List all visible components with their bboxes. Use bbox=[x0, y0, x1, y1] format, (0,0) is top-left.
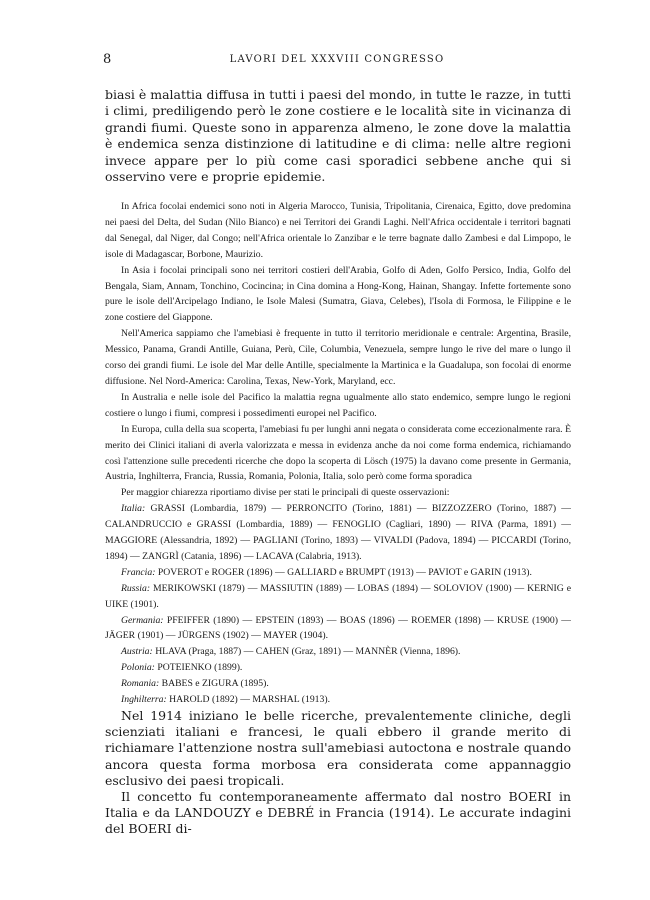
observation-polonia bbox=[105, 660, 571, 676]
observation-germania bbox=[105, 613, 571, 645]
observation-country: Inghilterra: bbox=[121, 694, 167, 706]
observation-country: Russia: bbox=[121, 582, 151, 594]
observation-romania bbox=[105, 676, 571, 692]
observation-country: Austria: bbox=[121, 646, 153, 658]
observation-russia bbox=[105, 581, 571, 613]
asia-paragraph: In Asia i focolai principali sono nei territori costieri dell'Arabia, Golfo di Aden, Golfo Persico, India, Golfo del Bengala, Siam, Annam, Tonchino, Cocincina; in Cina domina a Hong-Kong, Hainan, Shangay. Infette fortemente sono pure le isole dell'Arcipelago Indiano, le Isole Malesi (Sumatra, Giava, Celebes), l'Isola di Formosa, le Filippine e le zone costiere del Giappone. bbox=[105, 264, 571, 324]
africa-paragraph: In Africa focolai endemici sono noti in Algeria Marocco, Tunisia, Tripolitania, Cirenaica, Egitto, dove predomina nei paesi del Delta, del Sudan (Nilo Bianco) e nei Territori dei Grandi Laghi. Nell'Africa occidentale i territori bagnati dal Senegal, dal Niger, dal Congo; nell'Africa orientale lo Zanzibar e le terre bagnate dallo Zambesi e dal Limpopo, le isole di Madagascar, Borbone, Maurizio. bbox=[105, 201, 571, 260]
observation-country: Romania: bbox=[121, 678, 160, 690]
closing-section bbox=[105, 708, 571, 838]
observation-text: POVEROT e ROGER (1896) — GALLIARD e BRUMPT (1913) — PAVIOT e GARIN (1913). bbox=[157, 566, 532, 578]
observation-country: Germania: bbox=[121, 614, 164, 626]
observation-country: Polonia: bbox=[121, 662, 155, 674]
small-print-section bbox=[105, 199, 571, 708]
intro-paragraph: biasi è malattia diffusa in tutti i paesi del mondo, in tutte le razze, in tutti i climi, prediligendo però le zone costiere e le località site in vicinanza di grandi fiumi. Queste sono in apparenza almeno, le zone dove la malattia è endemica senza distinzione di latitudine e di clima: nelle altre regioni invece appare per lo più come casi sporadici sebbene anche qui si osservino vere e proprie epidemie. bbox=[105, 87, 571, 185]
observation-text: HAROLD (1892) — MARSHAL (1913). bbox=[169, 694, 330, 706]
observation-italia bbox=[105, 501, 571, 565]
observation-inghilterra bbox=[105, 692, 571, 708]
europa-paragraph: In Europa, culla della sua scoperta, l'amebiasi fu per lunghi anni negata o considerata come eccezionalmente rara. È merito dei Clinici italiani di averla valorizzata e messa in evidenza anche da noi come forma endemica, richiamando così l'attenzione sulle precedenti ricerche che dopo la scoperta di Lösch (1975) la davano come presente in Germania, Austria, Inghilterra, Francia, Russia, Romania, Polonia, Italia, solo però come forma sporadica bbox=[105, 423, 571, 483]
australia-paragraph: In Australia e nelle isole del Pacifico la malattia regna ugualmente allo stato endemico, sempre lungo le regioni costiere o lungo i fiumi, compresi i possedimenti europei nel Pacifico. bbox=[105, 391, 571, 419]
observation-text: BABES e ZIGURA (1895). bbox=[161, 678, 269, 690]
closing-paragraph-1: Nel 1914 iniziano le belle ricerche, prevalentemente cliniche, degli scienziati italiani e francesi, le quali ebbero il grande merito di richiamare l'attenzione nostra sull'amebiasi autoctona e nostrale quando ancora questa forma morbosa era considerata come appannaggio esclusivo dei paesi tropicali. bbox=[105, 708, 571, 788]
observation-austria bbox=[105, 644, 571, 660]
page-header bbox=[103, 52, 571, 68]
closing-paragraph-2: Il concetto fu contemporaneamente affermato dal nostro BOERI in Italia e da LANDOUZY e DEBRÉ in Francia (1914). Le accurate indagini del BOERI di- bbox=[105, 789, 571, 837]
observation-text: GRASSI (Lombardia, 1879) — PERRONCITO (Torino, 1881) — BIZZOZZERO (Torino, 1887) — CALANDRUCCIO e GRASSI (Lombardia, 1889) — FENOGLIO (Cagliari, 1890) — RIVA (Parma, 1891) — MAGGIORE (Alessandria, 1892) — PAGLIANI (Torino, 1893) — VIVALDI (Padova, 1894) — PICCARDI (Torino, 1894) — ZANGRÌ (Catania, 1896) — LACAVA (Calabria, 1913). bbox=[105, 503, 571, 562]
observation-francia bbox=[105, 565, 571, 581]
intro-paragraph-block bbox=[105, 87, 571, 185]
observation-text: PFEIFFER (1890) — EPSTEIN (1893) — BOAS (1896) — ROEMER (1898) — KRUSE (1900) — JÄGER (1901) — JÜRGENS (1902) — MAYER (1904). bbox=[105, 614, 571, 642]
running-head: LAVORI DEL XXXVIII CONGRESSO bbox=[229, 54, 445, 65]
chiarezza-paragraph: Per maggior chiarezza riportiamo divise per stati le principali di queste osservazioni: bbox=[121, 487, 450, 499]
america-paragraph: Nell'America sappiamo che l'amebiasi è frequente in tutto il territorio meridionale e centrale: Argentina, Brasile, Messico, Panama, Grandi Antille, Guiana, Perù, Cile, Columbia, Venezuela, sempre lungo le rive del mare o lungo il corso dei grandi fiumi. Le isole del Mar delle Antille, specialmente la Martinica e la Guadalupa, son focolai di enorme diffusione. Nel Nord-America: Carolina, Texas, New-York, Maryland, ecc. bbox=[105, 328, 571, 387]
observation-country: Francia: bbox=[121, 566, 156, 578]
observation-text: HLAVA (Praga, 1887) — CAHEN (Graz, 1891) — MANNÈR (Vienna, 1896). bbox=[155, 646, 461, 658]
observation-country: Italia: bbox=[121, 503, 146, 515]
observation-text: POTEIENKO (1899). bbox=[157, 662, 243, 674]
page-number: 8 bbox=[103, 52, 112, 67]
observation-text: MERIKOWSKI (1879) — MASSIUTIN (1889) — LOBAS (1894) — SOLOVIOV (1900) — KERNIG e UIKE (1901). bbox=[105, 582, 572, 610]
